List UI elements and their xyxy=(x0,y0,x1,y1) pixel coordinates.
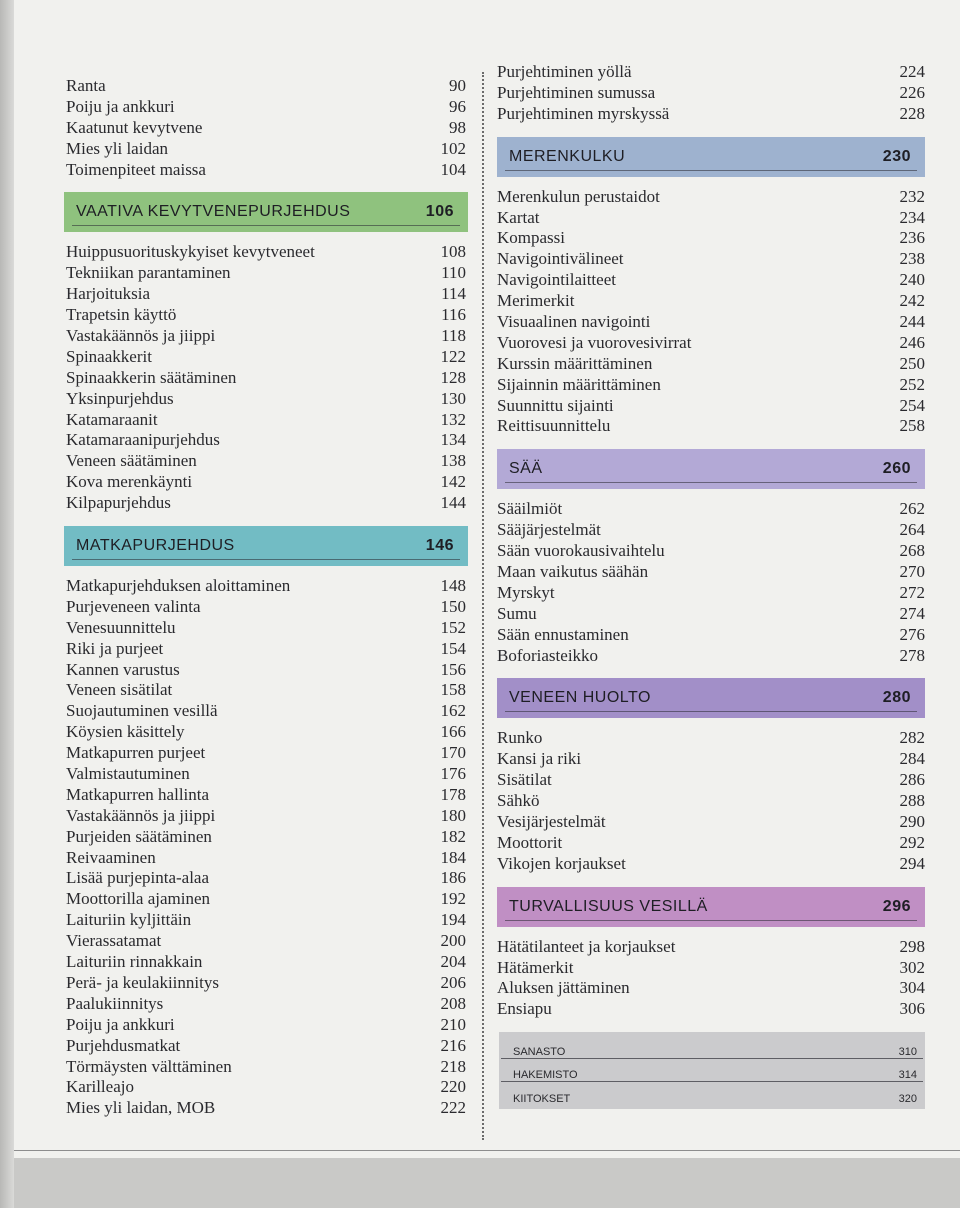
entry-title: Boforiasteikko xyxy=(497,645,599,665)
entry-page-number: 122 xyxy=(440,346,466,366)
entry-page-number: 226 xyxy=(899,82,925,102)
toc-entry xyxy=(66,576,466,597)
section-entries xyxy=(66,576,466,1119)
entry-page-number: 110 xyxy=(441,263,466,283)
toc-entry xyxy=(497,728,925,749)
entry-page-number: 114 xyxy=(441,284,466,304)
entry-title: Ranta xyxy=(66,75,106,95)
entry-page-number: 152 xyxy=(440,617,466,637)
toc-entry xyxy=(66,660,466,681)
toc-entry xyxy=(497,604,925,625)
right-column xyxy=(497,62,925,1109)
entry-title: Kansi ja riki xyxy=(497,749,582,769)
toc-entry xyxy=(497,62,925,83)
entry-page-number: 278 xyxy=(899,645,925,665)
toc-entry xyxy=(66,618,466,639)
entry-title: Karilleajo xyxy=(66,1077,134,1097)
entry-page-number: 302 xyxy=(899,957,925,977)
entry-page-number: 244 xyxy=(899,312,925,331)
entry-page-number: 262 xyxy=(899,499,925,519)
entry-page-number: 134 xyxy=(440,430,466,450)
toc-entry xyxy=(497,249,925,270)
toc-entry xyxy=(66,160,466,181)
entry-page-number: 254 xyxy=(899,395,925,415)
section-header xyxy=(497,887,925,927)
toc-entry xyxy=(497,208,925,229)
toc-entry xyxy=(66,973,466,994)
toc-entry xyxy=(66,994,466,1015)
entry-title: Navigointivälineet xyxy=(497,249,624,269)
entry-title: Vikojen korjaukset xyxy=(497,853,626,873)
section-title: TURVALLISUUS VESILLÄ xyxy=(509,897,708,915)
entry-title: Kaatunut kevytvene xyxy=(66,117,203,137)
entry-page-number: 290 xyxy=(899,812,925,832)
entry-page-number: 150 xyxy=(440,596,466,616)
toc-entry xyxy=(66,451,466,472)
appendix-page-number: 310 xyxy=(898,1046,917,1059)
entry-page-number: 294 xyxy=(899,853,925,873)
section-title: VENEEN HUOLTO xyxy=(509,689,651,707)
toc-entry xyxy=(66,326,466,347)
toc-entry xyxy=(66,743,466,764)
toc-entry xyxy=(497,354,925,375)
toc-entry xyxy=(497,812,925,833)
entry-title: Sään vuorokausivaihtelu xyxy=(497,541,665,561)
entry-page-number: 166 xyxy=(440,722,466,742)
entry-page-number: 208 xyxy=(440,993,466,1013)
section-page-number: 106 xyxy=(425,203,454,221)
toc-entry xyxy=(66,910,466,931)
entry-page-number: 142 xyxy=(440,472,466,492)
toc-entry xyxy=(66,305,466,326)
toc-entry xyxy=(497,583,925,604)
entry-title: Vesijärjestelmät xyxy=(497,812,606,832)
entry-page-number: 130 xyxy=(440,388,466,408)
entry-title: Reivaaminen xyxy=(66,847,156,867)
entry-title: Sisätilat xyxy=(497,770,552,790)
toc-entry xyxy=(66,1057,466,1078)
entry-title: Kurssin määrittäminen xyxy=(497,353,653,373)
section-header xyxy=(64,192,468,232)
entry-title: Perä- ja keulakiinnitys xyxy=(66,972,219,992)
entry-page-number: 192 xyxy=(440,889,466,909)
toc-entry xyxy=(66,1036,466,1057)
left-column xyxy=(66,76,466,1119)
toc-entry xyxy=(497,520,925,541)
toc-entry xyxy=(66,139,466,160)
section-page-number: 280 xyxy=(882,689,911,707)
entry-page-number: 264 xyxy=(899,520,925,540)
entry-title: Poiju ja ankkuri xyxy=(66,96,175,116)
entry-page-number: 194 xyxy=(440,910,466,930)
entry-title: Sijainnin määrittäminen xyxy=(497,374,661,394)
section-page-number: 260 xyxy=(882,460,911,478)
entry-title: Trapetsin käyttö xyxy=(66,305,177,325)
section-page-number: 296 xyxy=(882,897,911,915)
toc-entry xyxy=(66,764,466,785)
entry-page-number: 234 xyxy=(899,207,925,227)
entry-page-number: 96 xyxy=(449,96,466,116)
entry-title: Kartat xyxy=(497,207,540,227)
entry-title: Törmäysten välttäminen xyxy=(66,1056,232,1076)
toc-entry xyxy=(497,333,925,354)
toc-entry xyxy=(66,284,466,305)
entry-page-number: 118 xyxy=(441,326,466,345)
section-title: MERENKULKU xyxy=(509,147,626,165)
toc-entry xyxy=(66,931,466,952)
toc-entry xyxy=(66,347,466,368)
entry-title: Moottorilla ajaminen xyxy=(66,889,210,909)
entry-title: Katamaraanit xyxy=(66,409,158,429)
entry-page-number: 206 xyxy=(440,972,466,992)
toc-entry xyxy=(497,416,925,437)
entry-page-number: 178 xyxy=(440,784,466,804)
toc-entry xyxy=(497,541,925,562)
toc-entry xyxy=(497,770,925,791)
toc-entry xyxy=(497,791,925,812)
entry-title: Purjehdusmatkat xyxy=(66,1035,181,1055)
entry-title: Kannen varustus xyxy=(66,659,180,679)
entry-title: Sähkö xyxy=(497,791,540,811)
toc-entry xyxy=(497,646,925,667)
toc-entry xyxy=(497,625,925,646)
entry-page-number: 228 xyxy=(899,103,925,123)
entry-page-number: 246 xyxy=(899,332,925,352)
appendix-label: SANASTO xyxy=(513,1046,566,1059)
appendix-label: HAKEMISTO xyxy=(513,1069,578,1082)
right-top-entries xyxy=(497,62,925,125)
entry-title: Yksinpurjehdus xyxy=(66,388,174,408)
toc-entry xyxy=(66,97,466,118)
entry-page-number: 180 xyxy=(440,805,466,825)
entry-title: Purjehtiminen sumussa xyxy=(497,82,656,102)
entry-page-number: 242 xyxy=(899,291,925,311)
toc-entry xyxy=(66,806,466,827)
toc-entry xyxy=(66,410,466,431)
toc-entry xyxy=(497,958,925,979)
appendix-entry xyxy=(501,1059,923,1082)
toc-entry xyxy=(66,952,466,973)
toc-entry xyxy=(497,833,925,854)
entry-title: Vuorovesi ja vuorovesivirrat xyxy=(497,332,692,352)
toc-entry xyxy=(66,722,466,743)
toc-entry xyxy=(497,187,925,208)
entry-page-number: 218 xyxy=(440,1056,466,1076)
entry-title: Huippusuorituskykyiset kevytveneet xyxy=(66,242,315,262)
entry-title: Venesuunnittelu xyxy=(66,617,176,637)
entry-title: Vastakäännös ja jiippi xyxy=(66,805,216,825)
entry-title: Reittisuunnittelu xyxy=(497,416,611,436)
entry-title: Sääilmiöt xyxy=(497,499,563,519)
entry-page-number: 176 xyxy=(440,764,466,784)
entry-title: Mies yli laidan, MOB xyxy=(66,1098,216,1118)
right-sections xyxy=(497,137,925,1021)
toc-entry xyxy=(66,430,466,451)
toc-entry xyxy=(66,827,466,848)
entry-title: Köysien käsittely xyxy=(66,722,185,742)
entry-title: Merenkulun perustaidot xyxy=(497,186,660,206)
entry-title: Sumu xyxy=(497,603,537,623)
entry-page-number: 220 xyxy=(440,1077,466,1097)
toc-entry xyxy=(497,375,925,396)
entry-title: Kompassi xyxy=(497,228,565,248)
toc-entry xyxy=(66,1077,466,1098)
entry-page-number: 236 xyxy=(899,228,925,248)
entry-page-number: 252 xyxy=(899,374,925,394)
section-title: MATKAPURJEHDUS xyxy=(76,537,235,555)
page-bottom-rule xyxy=(14,1150,960,1151)
section-header xyxy=(497,678,925,718)
entry-page-number: 282 xyxy=(899,728,925,748)
entry-page-number: 270 xyxy=(899,562,925,582)
toc-entry xyxy=(497,396,925,417)
entry-title: Lisää purjepinta-alaa xyxy=(66,868,210,888)
entry-title: Riki ja purjeet xyxy=(66,638,164,658)
section-entries xyxy=(497,728,925,874)
section-entries xyxy=(66,242,466,514)
entry-title: Aluksen jättäminen xyxy=(497,978,630,998)
entry-title: Purjeiden säätäminen xyxy=(66,826,212,846)
entry-title: Paalukiinnitys xyxy=(66,993,164,1013)
entry-title: Purjehtiminen yöllä xyxy=(497,61,632,81)
section-entries xyxy=(497,499,925,666)
toc-entry xyxy=(66,889,466,910)
section-header xyxy=(64,526,468,566)
toc-entry xyxy=(66,368,466,389)
entry-page-number: 298 xyxy=(899,936,925,956)
entry-page-number: 258 xyxy=(899,416,925,436)
entry-title: Valmistautuminen xyxy=(66,764,190,784)
entry-page-number: 240 xyxy=(899,270,925,290)
entry-page-number: 156 xyxy=(440,659,466,679)
entry-title: Sään ennustaminen xyxy=(497,624,629,644)
toc-entry xyxy=(66,493,466,514)
section-title: SÄÄ xyxy=(509,460,543,478)
toc-entry xyxy=(497,979,925,1000)
toc-entry xyxy=(497,499,925,520)
toc-entry xyxy=(66,680,466,701)
entry-page-number: 90 xyxy=(449,75,466,95)
entry-title: Visuaalinen navigointi xyxy=(497,312,651,331)
entry-page-number: 132 xyxy=(440,409,466,429)
entry-page-number: 200 xyxy=(440,931,466,951)
entry-title: Mies yli laidan xyxy=(66,138,168,158)
toc-entry xyxy=(497,83,925,104)
section-entries xyxy=(497,937,925,1021)
toc-entry xyxy=(66,597,466,618)
entry-page-number: 148 xyxy=(440,576,466,596)
entry-page-number: 286 xyxy=(899,770,925,790)
entry-page-number: 162 xyxy=(440,701,466,721)
entry-page-number: 158 xyxy=(440,680,466,700)
toc-entry xyxy=(66,242,466,263)
entry-page-number: 250 xyxy=(899,353,925,373)
entry-title: Vierassatamat xyxy=(66,931,162,951)
entry-page-number: 144 xyxy=(440,493,466,513)
entry-page-number: 154 xyxy=(440,638,466,658)
entry-title: Sääjärjestelmät xyxy=(497,520,601,540)
entry-title: Laituriin rinnakkain xyxy=(66,952,203,972)
section-page-number: 230 xyxy=(882,147,911,165)
toc-entry xyxy=(497,228,925,249)
entry-page-number: 268 xyxy=(899,541,925,561)
toc-entry xyxy=(66,472,466,493)
toc-entry xyxy=(66,389,466,410)
entry-page-number: 306 xyxy=(899,999,925,1019)
appendix-page-number: 314 xyxy=(898,1069,917,1082)
entry-page-number: 102 xyxy=(440,138,466,158)
entry-title: Merimerkit xyxy=(497,291,575,311)
entry-page-number: 138 xyxy=(440,451,466,471)
page-gutter xyxy=(0,0,14,1208)
toc-entry xyxy=(497,291,925,312)
entry-title: Navigointilaitteet xyxy=(497,270,616,290)
toc-entry xyxy=(66,785,466,806)
left-top-entries xyxy=(66,76,466,180)
entry-page-number: 222 xyxy=(440,1098,466,1118)
toc-entry xyxy=(497,749,925,770)
entry-page-number: 288 xyxy=(899,791,925,811)
section-header xyxy=(497,449,925,489)
entry-title: Hätätilanteet ja korjaukset xyxy=(497,936,676,956)
entry-page-number: 116 xyxy=(441,305,466,325)
toc-entry xyxy=(66,76,466,97)
toc-entry xyxy=(66,701,466,722)
entry-page-number: 284 xyxy=(899,749,925,769)
entry-page-number: 170 xyxy=(440,743,466,763)
entry-page-number: 292 xyxy=(899,832,925,852)
appendix-page-number: 320 xyxy=(898,1093,917,1106)
toc-entry xyxy=(497,937,925,958)
entry-page-number: 186 xyxy=(440,868,466,888)
appendix-label: KIITOKSET xyxy=(513,1093,571,1106)
entry-page-number: 238 xyxy=(899,249,925,269)
entry-title: Vastakäännös ja jiippi xyxy=(66,326,216,345)
section-page-number: 146 xyxy=(425,537,454,555)
entry-title: Tekniikan parantaminen xyxy=(66,263,231,283)
toc-entry xyxy=(497,312,925,333)
toc-entry xyxy=(497,562,925,583)
entry-title: Kilpapurjehdus xyxy=(66,493,171,513)
toc-entry xyxy=(497,270,925,291)
entry-title: Veneen sisätilat xyxy=(66,680,173,700)
entry-page-number: 182 xyxy=(440,826,466,846)
entry-title: Spinaakkerin säätäminen xyxy=(66,367,237,387)
entry-title: Veneen säätäminen xyxy=(66,451,197,471)
entry-page-number: 274 xyxy=(899,603,925,623)
entry-title: Laituriin kyljittäin xyxy=(66,910,192,930)
entry-page-number: 276 xyxy=(899,624,925,644)
column-divider xyxy=(482,72,484,1140)
entry-title: Ensiapu xyxy=(497,999,552,1019)
entry-page-number: 104 xyxy=(440,159,466,179)
toc-entry xyxy=(66,848,466,869)
appendix-box xyxy=(499,1032,925,1109)
entry-title: Kova merenkäynti xyxy=(66,472,193,492)
entry-title: Suunnittu sijainti xyxy=(497,395,614,415)
entry-page-number: 216 xyxy=(440,1035,466,1055)
entry-page-number: 128 xyxy=(440,367,466,387)
appendix-entry xyxy=(501,1036,923,1059)
entry-title: Spinaakkerit xyxy=(66,346,152,366)
entry-title: Purjehtiminen myrskyssä xyxy=(497,103,670,123)
entry-title: Myrskyt xyxy=(497,582,555,602)
toc-entry xyxy=(66,869,466,890)
toc-entry xyxy=(66,263,466,284)
left-sections xyxy=(66,192,466,1119)
entry-title: Moottorit xyxy=(497,832,563,852)
entry-page-number: 272 xyxy=(899,582,925,602)
toc-entry xyxy=(497,104,925,125)
entry-title: Poiju ja ankkuri xyxy=(66,1014,175,1034)
entry-page-number: 304 xyxy=(899,978,925,998)
entry-title: Purjeveneen valinta xyxy=(66,596,201,616)
entry-title: Matkapurren purjeet xyxy=(66,743,206,763)
toc-entry xyxy=(497,854,925,875)
entry-page-number: 232 xyxy=(899,186,925,206)
entry-title: Hätämerkit xyxy=(497,957,574,977)
entry-title: Harjoituksia xyxy=(66,284,151,304)
section-header xyxy=(497,137,925,177)
toc-entry xyxy=(497,999,925,1020)
section-entries xyxy=(497,187,925,438)
entry-title: Matkapurren hallinta xyxy=(66,784,210,804)
toc-entry xyxy=(66,1015,466,1036)
entry-page-number: 108 xyxy=(440,242,466,262)
toc-entry xyxy=(66,1098,466,1119)
entry-page-number: 98 xyxy=(449,117,466,137)
appendix-entry xyxy=(501,1082,923,1105)
entry-page-number: 224 xyxy=(899,61,925,81)
toc-entry xyxy=(66,639,466,660)
entry-title: Maan vaikutus säähän xyxy=(497,562,649,582)
entry-title: Runko xyxy=(497,728,543,748)
entry-title: Toimenpiteet maissa xyxy=(66,159,206,179)
section-title: VAATIVA KEVYTVENEPURJEHDUS xyxy=(76,203,351,221)
entry-page-number: 204 xyxy=(440,952,466,972)
toc-entry xyxy=(66,118,466,139)
entry-title: Suojautuminen vesillä xyxy=(66,701,218,721)
entry-title: Matkapurjehduksen aloittaminen xyxy=(66,576,291,596)
entry-title: Katamaraanipurjehdus xyxy=(66,430,220,450)
entry-page-number: 184 xyxy=(440,847,466,867)
entry-page-number: 210 xyxy=(440,1014,466,1034)
